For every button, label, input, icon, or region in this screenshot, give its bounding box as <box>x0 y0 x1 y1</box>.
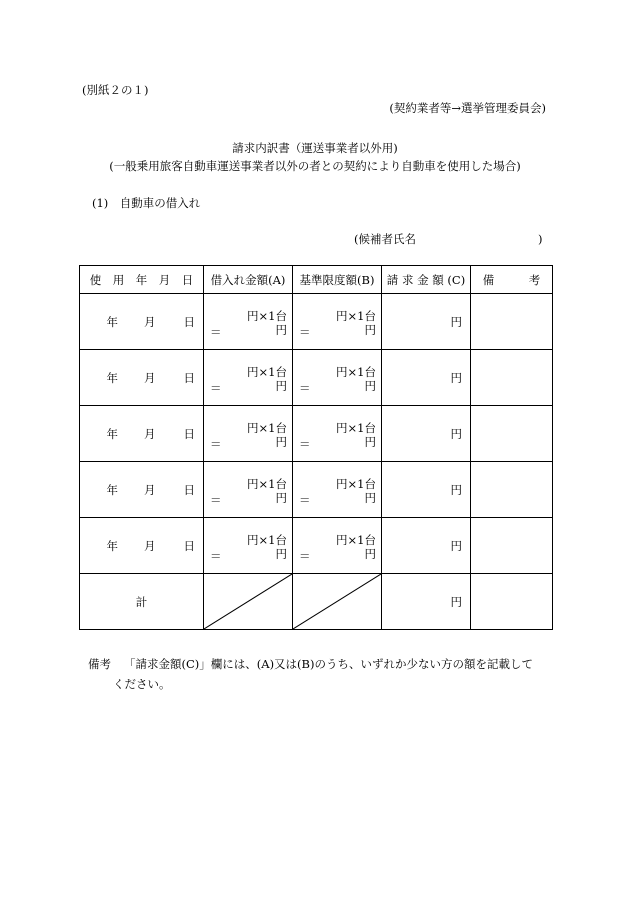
claim-amount-cell[interactable] <box>382 518 471 574</box>
rental-amount-cell[interactable] <box>204 462 293 518</box>
route-subtitle: (契約業者等→選挙管理委員会) <box>389 101 546 115</box>
yen-label: 円 <box>275 547 287 561</box>
claim-amount-cell[interactable] <box>382 350 471 406</box>
equals-sign: ＝ <box>210 493 222 507</box>
unit-price-label: 円×1台 <box>247 365 287 379</box>
day-label: 日 <box>183 426 195 441</box>
section-heading: (1) 自動車の借入れ <box>92 196 201 210</box>
remarks-cell[interactable] <box>471 518 553 574</box>
year-label: 年 <box>106 538 118 553</box>
yen-label: 円 <box>364 323 376 337</box>
month-label: 月 <box>144 314 156 329</box>
use-date-cell[interactable] <box>80 406 204 462</box>
table-row <box>80 350 553 406</box>
candidate-name-label: (候補者氏名 <box>354 232 416 246</box>
month-label: 月 <box>144 370 156 385</box>
document-title: 請求内訳書（運送事業者以外用) <box>232 141 398 155</box>
year-label: 年 <box>106 370 118 385</box>
unit-price-label: 円×1台 <box>247 533 287 547</box>
unit-price-label: 円×1台 <box>336 477 376 491</box>
equals-sign: ＝ <box>299 493 311 507</box>
unit-price-label: 円×1台 <box>247 309 287 323</box>
unit-price-label: 円×1台 <box>247 477 287 491</box>
yen-label: 円 <box>364 435 376 449</box>
rental-amount-cell[interactable] <box>204 518 293 574</box>
diagonal-line <box>204 574 292 629</box>
unit-price-label: 円×1台 <box>336 365 376 379</box>
column-header: 借入れ金額(A) <box>204 266 293 294</box>
rental-amount-cell[interactable] <box>204 406 293 462</box>
limit-amount-cell[interactable] <box>293 350 382 406</box>
year-label: 年 <box>106 314 118 329</box>
remarks-cell[interactable] <box>471 294 553 350</box>
equals-sign: ＝ <box>210 325 222 339</box>
day-label: 日 <box>183 314 195 329</box>
limit-amount-cell[interactable] <box>293 406 382 462</box>
yen-label: 円 <box>450 427 462 441</box>
candidate-name-close: ) <box>538 232 543 246</box>
use-date-cell[interactable] <box>80 462 204 518</box>
yen-label: 円 <box>450 371 462 385</box>
diagonal-line <box>293 574 381 629</box>
candidate-name-field <box>354 231 543 247</box>
limit-amount-cell[interactable] <box>293 462 382 518</box>
yen-label: 円 <box>275 491 287 505</box>
remarks-cell[interactable] <box>471 350 553 406</box>
total-label: 計 <box>80 574 204 630</box>
remarks-cell[interactable] <box>471 406 553 462</box>
table-row <box>80 518 553 574</box>
unit-price-label: 円×1台 <box>336 533 376 547</box>
total-claim-cell[interactable] <box>382 574 471 630</box>
total-row <box>80 574 553 630</box>
column-header: 使 用 年 月 日 <box>80 266 204 294</box>
claim-amount-cell[interactable] <box>382 294 471 350</box>
column-header: 基準限度額(B) <box>293 266 382 294</box>
day-label: 日 <box>183 538 195 553</box>
equals-sign: ＝ <box>210 437 222 451</box>
table-row <box>80 462 553 518</box>
yen-label: 円 <box>364 491 376 505</box>
equals-sign: ＝ <box>299 381 311 395</box>
column-header: 請 求 金 額 (C) <box>382 266 471 294</box>
rental-amount-cell[interactable] <box>204 294 293 350</box>
note-text: 「請求金額(C)」欄には、(A)又は(B)のうち、いずれか少ない方の額を記載して <box>124 657 533 671</box>
total-remarks-cell[interactable] <box>471 574 553 630</box>
equals-sign: ＝ <box>299 549 311 563</box>
remarks-cell[interactable] <box>471 462 553 518</box>
table-header-row <box>80 266 553 294</box>
unit-price-label: 円×1台 <box>336 421 376 435</box>
month-label: 月 <box>144 426 156 441</box>
month-label: 月 <box>144 538 156 553</box>
yen-label: 円 <box>364 547 376 561</box>
yen-label: 円 <box>450 483 462 497</box>
invoice-table <box>79 265 553 630</box>
annex-label: (別紙２の１) <box>82 83 149 97</box>
total-cell-crossed <box>293 574 382 630</box>
unit-price-label: 円×1台 <box>247 421 287 435</box>
document-title-sub: (一般乗用旅客自動車運送事業者以外の者との契約により自動車を使用した場合) <box>109 159 521 173</box>
table-row <box>80 294 553 350</box>
column-header: 備 考 <box>471 266 553 294</box>
limit-amount-cell[interactable] <box>293 518 382 574</box>
use-date-cell[interactable] <box>80 518 204 574</box>
limit-amount-cell[interactable] <box>293 294 382 350</box>
note-continuation: ください。 <box>113 677 171 691</box>
equals-sign: ＝ <box>299 325 311 339</box>
year-label: 年 <box>106 482 118 497</box>
yen-label: 円 <box>275 435 287 449</box>
equals-sign: ＝ <box>210 549 222 563</box>
day-label: 日 <box>183 482 195 497</box>
equals-sign: ＝ <box>210 381 222 395</box>
rental-amount-cell[interactable] <box>204 350 293 406</box>
yen-label: 円 <box>364 379 376 393</box>
yen-label: 円 <box>450 315 462 329</box>
total-cell-crossed <box>204 574 293 630</box>
claim-amount-cell[interactable] <box>382 406 471 462</box>
yen-label: 円 <box>450 539 462 553</box>
day-label: 日 <box>183 370 195 385</box>
note-label: 備考 <box>88 657 111 671</box>
equals-sign: ＝ <box>299 437 311 451</box>
year-label: 年 <box>106 426 118 441</box>
total-yen: 円 <box>450 595 462 609</box>
use-date-cell[interactable] <box>80 350 204 406</box>
yen-label: 円 <box>275 379 287 393</box>
yen-label: 円 <box>275 323 287 337</box>
month-label: 月 <box>144 482 156 497</box>
unit-price-label: 円×1台 <box>336 309 376 323</box>
use-date-cell[interactable] <box>80 294 204 350</box>
table-row <box>80 406 553 462</box>
claim-amount-cell[interactable] <box>382 462 471 518</box>
